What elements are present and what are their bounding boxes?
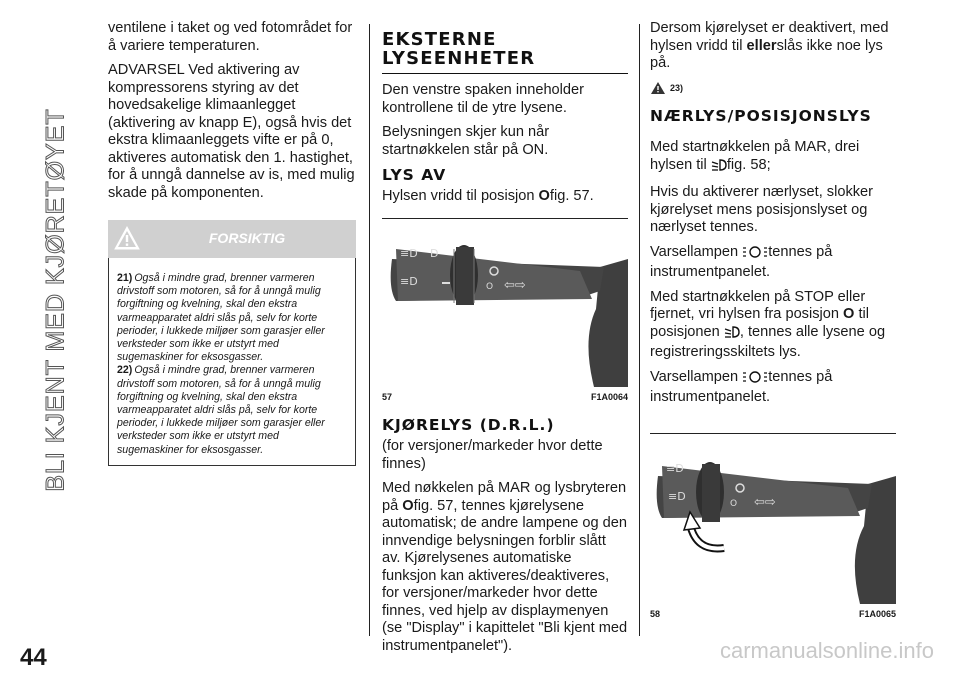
column-1 <box>108 20 356 466</box>
figure-code: F1A0065 <box>858 608 896 619</box>
paragraph: Belysningen skjer kun når startnøkkelen står på ON. <box>382 124 550 158</box>
figure-58 <box>650 433 896 624</box>
watermark: carmanualsonline.info <box>719 638 934 663</box>
column-3 <box>650 20 896 633</box>
low-beam-icon <box>711 158 727 178</box>
light-stalk-rotation-illustration <box>650 434 896 604</box>
paragraph: Hylsen vridd til posisjon Ofig. 57. <box>382 188 594 204</box>
caution-notes <box>108 258 356 466</box>
figure-57 <box>382 218 628 407</box>
paragraph: Dersom kjørelyset er deaktivert, med hylsen vridd til ellerslås ikke noe lys på. <box>650 20 889 71</box>
note-reference: 23) <box>650 80 896 98</box>
warning-triangle-icon <box>650 81 666 95</box>
position-lights-icon <box>742 245 768 265</box>
column-2 <box>382 20 628 662</box>
column-divider <box>369 24 370 636</box>
heading-drl: KJØRELYS (D.R.L.) <box>382 416 555 434</box>
svg-text:O: O <box>486 281 494 292</box>
caution-header <box>108 220 356 258</box>
svg-text:O: O <box>730 498 738 509</box>
caution-note-21: 21) Også i mindre grad, brenner varmeren drivstoff som motoren, så for å unngå mulig forgiftning og kvelning, skal den ekstra varmeapparatet aldri slås på, selv for korte perioder, i lukkede miljøer som garasjer eller verksteder som ikke er utstyrt med sugemaskiner for eksosgasser. <box>117 272 325 364</box>
paragraph: Varsellampen tennes på instrumentpanelet. <box>650 243 833 280</box>
caution-label: FORSIKTIG <box>208 230 286 246</box>
heading-lights-off: LYS AV <box>382 166 447 184</box>
low-beam-icon <box>724 325 740 345</box>
paragraph: Den venstre spaken inneholder kontrollene til de ytre lysene. <box>382 82 585 116</box>
figure-number: 57 <box>382 391 393 402</box>
paragraph: Varsellampen tennes på instrumentpanelet. <box>650 368 833 405</box>
light-stalk-illustration <box>382 219 628 387</box>
svg-text:≡D: ≡D <box>400 246 418 260</box>
paragraph: Med nøkkelen på MAR og lysbryteren på Ofig. 57, tennes kjørelysene automatisk; de andre lampene og den innvendige belysningen forblir slått av. Kjørelysenes automatiske funksjon kan aktiveres/deaktiveres, for versjoner/markeder hvor dette finnes, ved hjelp av displaymenyen (se "Display" i kapittelet "Bli kjent med instrumentpanelet"). <box>382 480 628 654</box>
chapter-side-title: BLI KJENT MED KJØRETØYET <box>41 108 70 492</box>
caution-note-22: 22) Også i mindre grad, brenner varmeren drivstoff som motoren, så for å unngå mulig forgiftning og kvelning, skal den ekstra varmeapparatet aldri slås på, selv for korte perioder, i lukkede miljøer som garasjer eller verksteder som ikke er utstyrt med sugemaskiner for eksosgasser. <box>117 364 325 456</box>
paragraph: Med startnøkkelen på MAR, drei hylsen til fig. 58; <box>650 139 896 177</box>
svg-text:D: D <box>430 246 439 260</box>
svg-text:≡D: ≡D <box>666 461 684 475</box>
svg-text:≡D: ≡D <box>400 274 418 288</box>
page-number: 44 <box>20 644 47 671</box>
figure-code: F1A0064 <box>590 391 628 402</box>
paragraph: Med startnøkkelen på STOP eller fjernet, vri hylsen fra posisjon O til posisjonen , tennes alle lysene og registreringsskiltets lys. <box>650 288 886 360</box>
paragraph: (for versjoner/markeder hvor dette finnes) <box>382 438 603 472</box>
svg-text:⇦⇨: ⇦⇨ <box>754 494 776 510</box>
heading-low-beam-position-lights: NÆRLYS/POSISJONSLYS <box>650 107 872 125</box>
column-divider <box>639 24 640 636</box>
figure-number: 58 <box>650 608 661 619</box>
svg-text:≡D: ≡D <box>668 489 686 503</box>
section-heading-exterior-lights: EKSTERNE LYSEENHETER <box>382 30 628 74</box>
position-lights-icon <box>742 370 768 390</box>
paragraph: Hvis du aktiverer nærlyset, slokker kjørelyset mens posisjonslyset og nærlyset tennes. <box>650 184 874 235</box>
paragraph: ventilene i taket og ved fotområdet for å variere temperaturen. <box>108 20 353 54</box>
warning-paragraph: ADVARSEL Ved aktivering av kompressorens styring av det hovedsakelige klimaanlegget (aktivering av knapp E), også hvis det ekstra klimaanleggets vifte er på 0, aktiveres automatisk den 1. hastighet, for å unngå dannelse av is, med mulig skade på komponenten. <box>108 62 355 201</box>
svg-text:⇦⇨: ⇦⇨ <box>504 277 526 293</box>
